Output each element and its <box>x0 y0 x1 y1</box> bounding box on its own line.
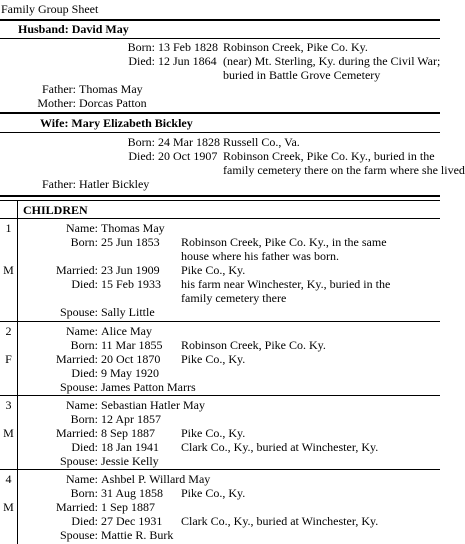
wife-died-label: Died: <box>128 149 155 163</box>
child-married-date: 8 Sep 1887 <box>101 426 155 440</box>
wife-died-date: 20 Oct 1907 <box>158 149 218 163</box>
child-married-date: 20 Oct 1870 <box>101 352 161 366</box>
child-married-place: Pike Co., Ky. <box>181 352 246 366</box>
husband-rule <box>0 38 440 39</box>
child-sex: F <box>5 352 12 366</box>
child-sex: M <box>3 263 14 277</box>
child-married-place: Pike Co., Ky. <box>181 263 246 277</box>
title-rule <box>0 19 440 21</box>
child-died-date: 27 Dec 1931 <box>101 514 163 528</box>
husband-father: Thomas May <box>79 82 143 96</box>
child-married-label: Married: <box>56 352 98 366</box>
child-spouse-label: Spouse: <box>59 305 98 319</box>
child-died-date: 15 Feb 1933 <box>101 277 161 291</box>
child-name-label: Name: <box>66 398 98 412</box>
child-married-label: Married: <box>56 263 98 277</box>
child-spouse-label: Spouse: <box>59 528 98 542</box>
children-top-rule <box>0 200 440 201</box>
child-died-label: Died: <box>71 440 98 454</box>
wife-born-label: Born: <box>127 135 155 149</box>
child-spouse: James Patton Marrs <box>101 380 196 394</box>
child-married-label: Married: <box>56 500 98 514</box>
child-name: Thomas May <box>101 221 165 235</box>
child-name-label: Name: <box>66 221 98 235</box>
child-number: 4 <box>5 472 12 486</box>
child-number: 3 <box>5 398 12 412</box>
husband-died-date: 12 Jun 1864 <box>158 54 217 68</box>
child-died-label: Died: <box>71 277 98 291</box>
child-born-label: Born: <box>70 486 98 500</box>
wife-father: Hatler Bickley <box>79 177 150 191</box>
child-spouse-label: Spouse: <box>59 454 98 468</box>
children-heading-rule <box>0 218 440 219</box>
child-name-label: Name: <box>66 472 98 486</box>
child-number: 1 <box>5 221 12 235</box>
child-married-date: 23 Jun 1909 <box>101 263 160 277</box>
husband-father-label: Father: <box>42 82 76 96</box>
child-died-label: Died: <box>71 366 98 380</box>
husband-heading: Husband: David May <box>18 22 129 36</box>
child-separator <box>0 469 440 470</box>
child-born-date: 25 Jun 1853 <box>101 235 160 249</box>
wife-died-place-line1: Robinson Creek, Pike Co. Ky., buried in the <box>223 149 435 163</box>
child-born-place-line1: Robinson Creek, Pike Co. Ky., in the same <box>181 235 387 249</box>
husband-died-place-line2: buried in Battle Grove Cemetery <box>223 68 381 82</box>
wife-died-place-line2: family cemetery there on the farm where she lived <box>223 163 465 177</box>
child-name: Alice May <box>101 324 152 338</box>
child-born-label: Born: <box>70 235 98 249</box>
child-born-label: Born: <box>70 338 98 352</box>
child-born-place-line2: house where his father was born. <box>181 249 339 263</box>
child-name-label: Name: <box>66 324 98 338</box>
child-born-label: Born: <box>70 412 98 426</box>
wife-born-place: Russell Co., Va. <box>223 135 300 149</box>
child-born-date: 11 Mar 1855 <box>101 338 163 352</box>
children-heading: CHILDREN <box>23 203 88 217</box>
child-number: 2 <box>5 324 12 338</box>
husband-mother-label: Mother: <box>37 96 76 110</box>
wife-bottom-rule <box>0 195 440 197</box>
husband-died-place-line1: (near) Mt. Sterling, Ky. during the Civil War; <box>223 54 441 68</box>
husband-born-date: 13 Feb 1828 <box>158 40 218 54</box>
child-died-place-line1: his farm near Winchester, Ky., buried in the <box>181 277 391 291</box>
child-spouse-label: Spouse: <box>59 380 98 394</box>
husband-born-place: Robinson Creek, Pike Co. Ky. <box>223 40 368 54</box>
wife-heading: Wife: Mary Elizabeth Bickley <box>40 116 193 130</box>
husband-mother: Dorcas Patton <box>79 96 147 110</box>
child-spouse: Sally Little <box>101 305 155 319</box>
child-sex: M <box>3 500 14 514</box>
child-married-place: Pike Co., Ky. <box>181 426 246 440</box>
sheet-title: Family Group Sheet <box>1 2 99 16</box>
child-born-date: 12 Apr 1857 <box>101 412 161 426</box>
child-spouse: Jessie Kelly <box>101 454 159 468</box>
child-died-date: 18 Jan 1941 <box>101 440 159 454</box>
wife-rule <box>0 132 440 133</box>
child-died-place-line1: Clark Co., Ky., buried at Winchester, Ky. <box>181 440 379 454</box>
child-died-date: 9 May 1920 <box>101 366 159 380</box>
husband-bottom-rule <box>0 112 440 114</box>
child-born-place-line1: Pike Co., Ky. <box>181 486 246 500</box>
husband-born-label: Born: <box>127 40 155 54</box>
child-sex: M <box>3 426 14 440</box>
child-married-date: 1 Sep 1887 <box>101 500 155 514</box>
child-name: Sebastian Hatler May <box>101 398 205 412</box>
child-separator <box>0 321 440 322</box>
child-name: Ashbel P. Willard May <box>101 472 211 486</box>
child-separator <box>0 395 440 396</box>
child-spouse: Mattie R. Burk <box>101 528 174 542</box>
child-died-label: Died: <box>71 514 98 528</box>
child-died-place-line1: Clark Co., Ky., buried at Winchester, Ky. <box>181 514 379 528</box>
child-married-label: Married: <box>56 426 98 440</box>
wife-born-date: 24 Mar 1828 <box>158 135 220 149</box>
child-died-place-line2: family cemetery there <box>181 291 287 305</box>
children-number-column-divider <box>17 200 18 544</box>
wife-father-label: Father: <box>42 177 76 191</box>
child-born-date: 31 Aug 1858 <box>101 486 164 500</box>
child-born-place-line1: Robinson Creek, Pike Co. Ky. <box>181 338 326 352</box>
husband-died-label: Died: <box>128 54 155 68</box>
